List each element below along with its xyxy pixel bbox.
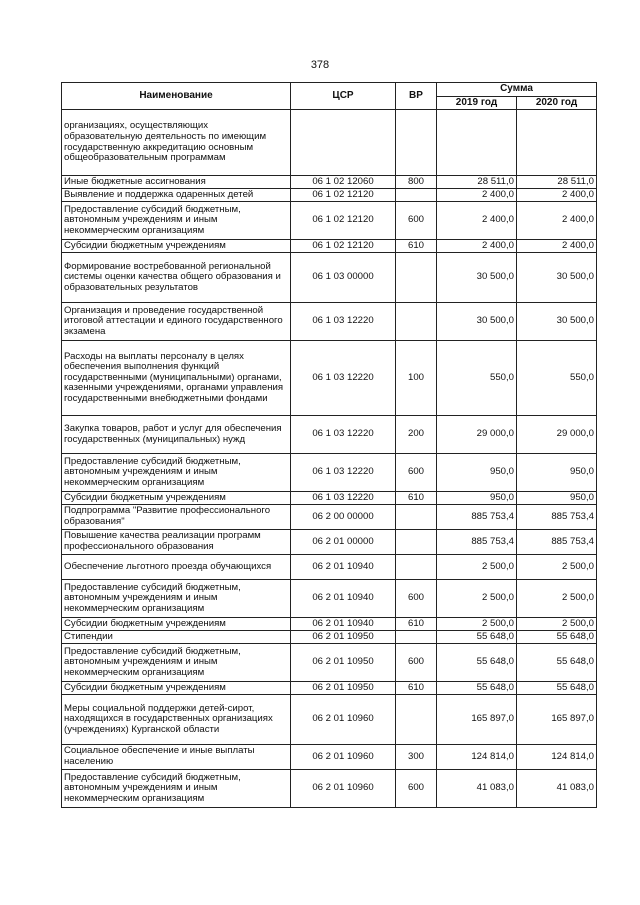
cell-name: Субсидии бюджетным учреждениям [62, 240, 291, 253]
cell-2020 [517, 110, 597, 176]
table-row [62, 618, 597, 631]
cell-csr: 06 2 01 10940 [291, 555, 396, 580]
cell-2020: 30 500,0 [517, 253, 597, 303]
cell-2020: 550,0 [517, 341, 597, 416]
cell-2019: 165 897,0 [437, 695, 517, 745]
cell-vr: 600 [396, 202, 437, 240]
cell-csr: 06 2 01 00000 [291, 530, 396, 555]
cell-2019: 2 400,0 [437, 189, 517, 202]
cell-csr: 06 1 03 00000 [291, 253, 396, 303]
cell-csr: 06 1 02 12060 [291, 176, 396, 189]
table-row [62, 240, 597, 253]
cell-name: Субсидии бюджетным учреждениям [62, 492, 291, 505]
cell-2019: 2 400,0 [437, 202, 517, 240]
cell-2020: 2 400,0 [517, 189, 597, 202]
cell-2019: 29 000,0 [437, 416, 517, 454]
cell-2020: 28 511,0 [517, 176, 597, 189]
cell-csr: 06 2 01 10960 [291, 770, 396, 808]
cell-2019: 550,0 [437, 341, 517, 416]
cell-vr [396, 303, 437, 341]
cell-csr [291, 110, 396, 176]
cell-vr: 200 [396, 416, 437, 454]
cell-name: Закупка товаров, работ и услуг для обеспечения государственных (муниципальных) нужд [62, 416, 291, 454]
cell-vr: 610 [396, 618, 437, 631]
cell-2019 [437, 110, 517, 176]
cell-2020: 29 000,0 [517, 416, 597, 454]
cell-2020: 885 753,4 [517, 505, 597, 530]
cell-csr: 06 2 01 10960 [291, 745, 396, 770]
cell-vr [396, 189, 437, 202]
cell-name: Иные бюджетные ассигнования [62, 176, 291, 189]
cell-2019: 41 083,0 [437, 770, 517, 808]
cell-2019: 885 753,4 [437, 530, 517, 555]
cell-vr [396, 695, 437, 745]
cell-2019: 55 648,0 [437, 682, 517, 695]
cell-vr: 600 [396, 644, 437, 682]
header-sum: Сумма [437, 83, 597, 97]
table-row [62, 341, 597, 416]
cell-vr: 600 [396, 454, 437, 492]
cell-name: Обеспечение льготного проезда обучающихся [62, 555, 291, 580]
cell-csr: 06 1 03 12220 [291, 416, 396, 454]
cell-2019: 885 753,4 [437, 505, 517, 530]
table-row [62, 176, 597, 189]
cell-2020: 41 083,0 [517, 770, 597, 808]
page-number: 378 [310, 59, 330, 71]
cell-2019: 2 500,0 [437, 618, 517, 631]
cell-csr: 06 1 03 12220 [291, 341, 396, 416]
cell-csr: 06 2 01 10950 [291, 631, 396, 644]
table-row [62, 580, 597, 618]
cell-vr [396, 253, 437, 303]
cell-2020: 885 753,4 [517, 530, 597, 555]
table-body [62, 110, 597, 808]
table-row [62, 682, 597, 695]
cell-2019: 2 500,0 [437, 555, 517, 580]
cell-name: Стипендии [62, 631, 291, 644]
table-row [62, 303, 597, 341]
cell-2019: 950,0 [437, 454, 517, 492]
cell-csr: 06 2 01 10950 [291, 644, 396, 682]
cell-csr: 06 2 01 10940 [291, 618, 396, 631]
cell-csr: 06 1 03 12220 [291, 303, 396, 341]
table-row [62, 416, 597, 454]
cell-2019: 28 511,0 [437, 176, 517, 189]
cell-vr [396, 631, 437, 644]
cell-vr: 610 [396, 240, 437, 253]
cell-name: Расходы на выплаты персоналу в целях обеспечения выполнения функций государственными (муниципальными) органами, казенными учреждениями, органами управления государственными внебюджетными фондами [62, 341, 291, 416]
cell-2020: 2 500,0 [517, 618, 597, 631]
table-row [62, 202, 597, 240]
cell-name: Субсидии бюджетным учреждениям [62, 682, 291, 695]
cell-csr: 06 1 02 12120 [291, 240, 396, 253]
cell-2020: 2 400,0 [517, 202, 597, 240]
cell-2020: 950,0 [517, 492, 597, 505]
table-row [62, 454, 597, 492]
cell-name: Повышение качества реализации программ профессионального образования [62, 530, 291, 555]
cell-2020: 950,0 [517, 454, 597, 492]
cell-2020: 2 400,0 [517, 240, 597, 253]
cell-name: Организация и проведение государственной итоговой аттестации и единого государственного экзамена [62, 303, 291, 341]
cell-csr: 06 1 03 12220 [291, 454, 396, 492]
cell-2019: 2 400,0 [437, 240, 517, 253]
cell-2020: 55 648,0 [517, 682, 597, 695]
cell-2020: 55 648,0 [517, 631, 597, 644]
cell-vr: 600 [396, 580, 437, 618]
cell-vr: 610 [396, 682, 437, 695]
cell-2019: 124 814,0 [437, 745, 517, 770]
cell-vr: 100 [396, 341, 437, 416]
budget-table [61, 82, 597, 808]
cell-2020: 30 500,0 [517, 303, 597, 341]
cell-name: Подпрограмма "Развитие профессионального образования" [62, 505, 291, 530]
header-year-2019: 2019 год [437, 97, 517, 110]
cell-vr [396, 505, 437, 530]
cell-2020: 2 500,0 [517, 580, 597, 618]
table-row [62, 492, 597, 505]
cell-vr: 300 [396, 745, 437, 770]
cell-2019: 30 500,0 [437, 303, 517, 341]
header-year-2020: 2020 год [517, 97, 597, 110]
cell-name: Предоставление субсидий бюджетным, автономным учреждениям и иным некоммерческим организациям [62, 454, 291, 492]
table-row [62, 110, 597, 176]
cell-2019: 2 500,0 [437, 580, 517, 618]
cell-name: Предоставление субсидий бюджетным, автономным учреждениям и иным некоммерческим организациям [62, 202, 291, 240]
cell-2020: 165 897,0 [517, 695, 597, 745]
cell-vr [396, 110, 437, 176]
cell-vr [396, 555, 437, 580]
table-row [62, 530, 597, 555]
cell-2019: 55 648,0 [437, 644, 517, 682]
cell-name: Выявление и поддержка одаренных детей [62, 189, 291, 202]
table-header [62, 83, 597, 110]
header-vr: ВР [396, 83, 437, 110]
table-row [62, 631, 597, 644]
cell-csr: 06 2 01 10960 [291, 695, 396, 745]
cell-csr: 06 1 03 12220 [291, 492, 396, 505]
table-row [62, 644, 597, 682]
cell-name: Субсидии бюджетным учреждениям [62, 618, 291, 631]
table-row [62, 770, 597, 808]
cell-2020: 2 500,0 [517, 555, 597, 580]
cell-vr: 610 [396, 492, 437, 505]
cell-2019: 950,0 [437, 492, 517, 505]
cell-vr: 600 [396, 770, 437, 808]
cell-csr: 06 1 02 12120 [291, 202, 396, 240]
cell-2020: 124 814,0 [517, 745, 597, 770]
cell-vr: 800 [396, 176, 437, 189]
cell-csr: 06 2 00 00000 [291, 505, 396, 530]
table-row [62, 745, 597, 770]
cell-vr [396, 530, 437, 555]
cell-2019: 55 648,0 [437, 631, 517, 644]
cell-csr: 06 1 02 12120 [291, 189, 396, 202]
table-row [62, 505, 597, 530]
cell-2020: 55 648,0 [517, 644, 597, 682]
cell-csr: 06 2 01 10950 [291, 682, 396, 695]
table-row [62, 555, 597, 580]
cell-name: Предоставление субсидий бюджетным, автономным учреждениям и иным некоммерческим организациям [62, 770, 291, 808]
table-row [62, 695, 597, 745]
cell-name: организациях, осуществляющих образовательную деятельность по имеющим государственную аккредитацию основным общеобразовательным программам [62, 110, 291, 176]
header-name: Наименование [62, 83, 291, 110]
cell-2019: 30 500,0 [437, 253, 517, 303]
table-row [62, 189, 597, 202]
cell-name: Социальное обеспечение и иные выплаты населению [62, 745, 291, 770]
table-row [62, 253, 597, 303]
header-csr: ЦСР [291, 83, 396, 110]
cell-csr: 06 2 01 10940 [291, 580, 396, 618]
cell-name: Предоставление субсидий бюджетным, автономным учреждениям и иным некоммерческим организациям [62, 580, 291, 618]
cell-name: Формирование востребованной региональной системы оценки качества общего образования и образовательных результатов [62, 253, 291, 303]
cell-name: Предоставление субсидий бюджетным, автономным учреждениям и иным некоммерческим организациям [62, 644, 291, 682]
cell-name: Меры социальной поддержки детей-сирот, находящихся в государственных организациях (учреждениях) Курганской области [62, 695, 291, 745]
